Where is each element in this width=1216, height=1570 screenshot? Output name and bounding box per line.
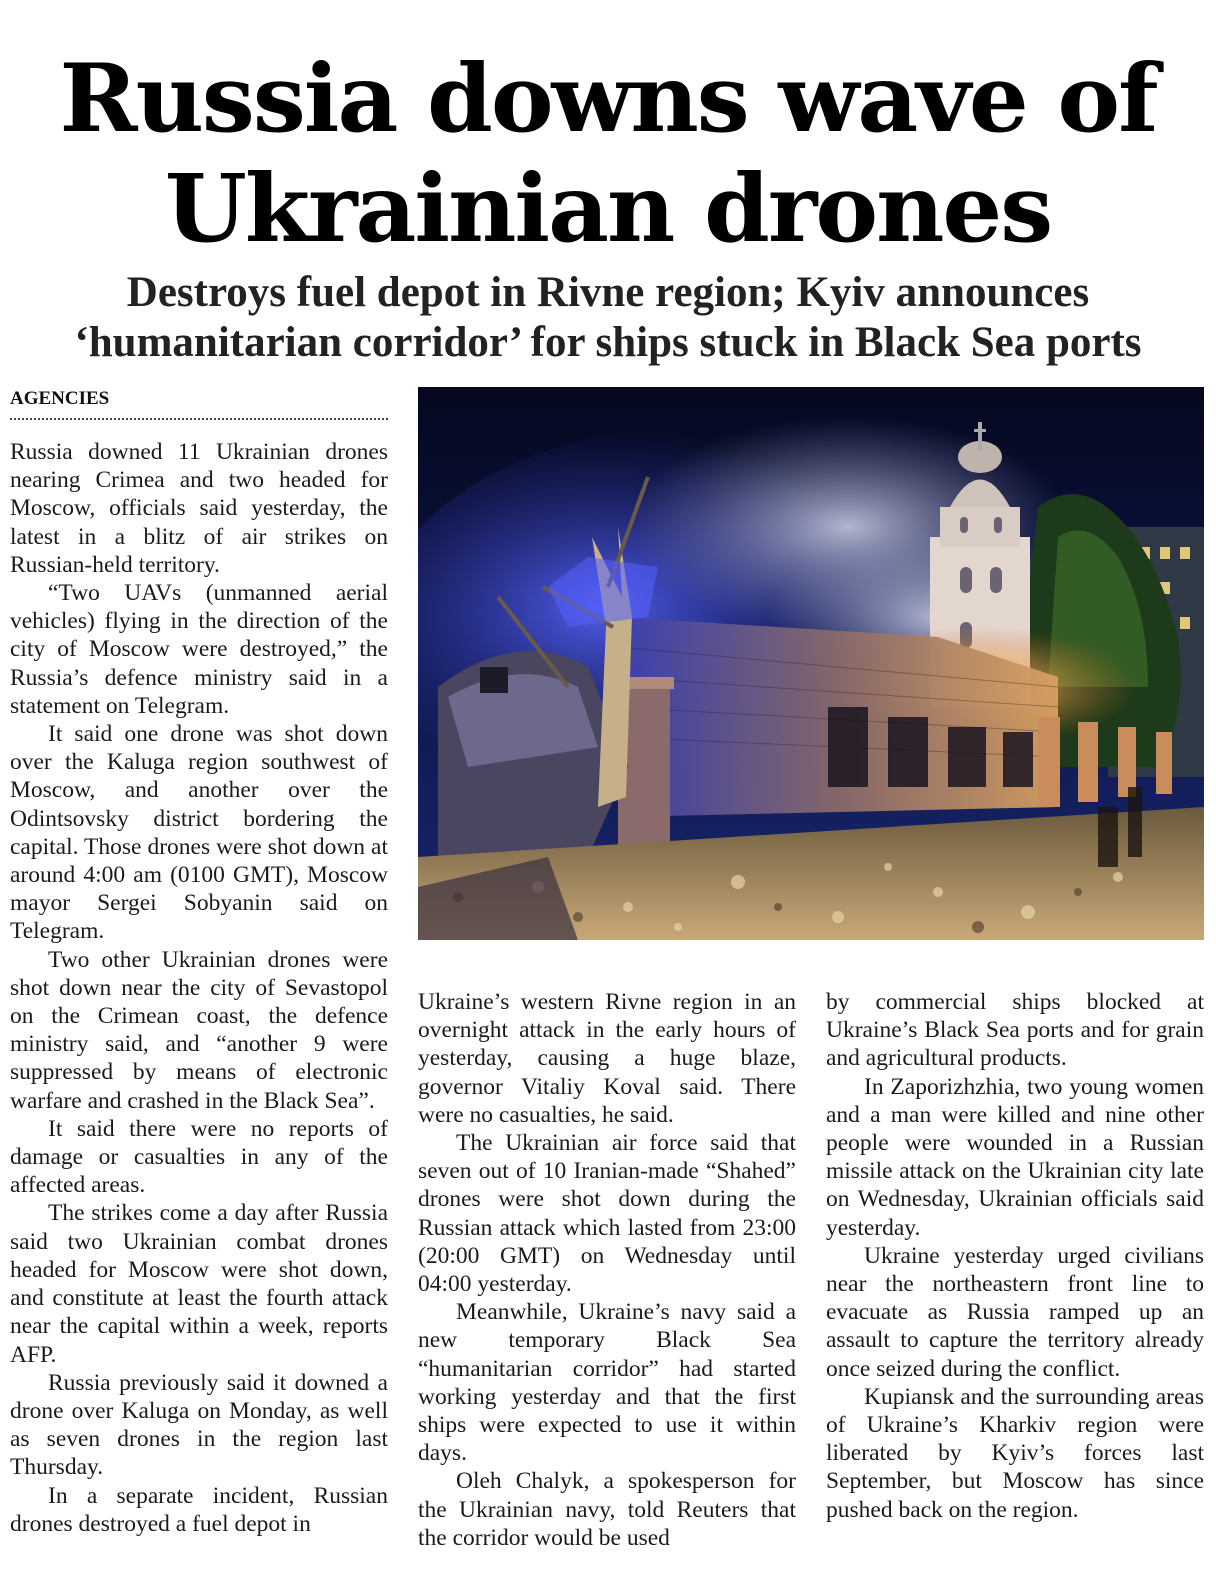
paragraph: Ukraine’s western Rivne region in an overnight attack in the early hours of yesterday, causing a huge blaze, governor Vitaliy Koval said. There were no casualties, he said. (418, 989, 796, 1128)
subheadline (0, 268, 1216, 368)
article-column-2 (418, 988, 796, 1568)
article-column-3 (826, 988, 1204, 1568)
paragraph: Ukraine yesterday urged civilians near the northeastern front line to evacuate as Russia ramped up an assault to capture the territory already once seized during the conflict. (826, 1242, 1204, 1382)
paragraph: In a separate incident, Russian drones destroyed a fuel depot in (10, 1482, 388, 1537)
paragraph: Oleh Chalyk, a spokesperson for the Ukrainian navy, told Reuters that the corridor would be used (418, 1468, 796, 1551)
paragraph: Russia downed 11 Ukrainian drones nearing Crimea and two headed for Moscow, officials said yesterday, the latest in a blitz of air strikes on Russian-held territory. (10, 439, 388, 578)
headline (0, 44, 1216, 264)
headline-line-2: Ukrainian drones (164, 154, 1052, 264)
subhead-line-1: Destroys fuel depot in Rivne region; Kyiv announces (126, 269, 1090, 316)
paragraph: Russia previously said it downed a drone over Kaluga on Monday, as well as seven drones in the region last Thursday. (10, 1369, 388, 1481)
paragraph: Meanwhile, Ukraine’s navy said a new temporary Black Sea “humanitarian corridor” had started working yesterday and that the first ships were expected to use it within days. (418, 1299, 796, 1467)
byline: AGENCIES (10, 386, 388, 420)
subhead-line-2: ‘humanitarian corridor’ for ships stuck in Black Sea ports (74, 319, 1142, 366)
paragraph: by commercial ships blocked at Ukraine’s Black Sea ports and for grain and agricultural products. (826, 989, 1204, 1072)
paragraph: In Zaporizhzhia, two young women and a man were killed and nine other people were wounded in a Russian missile attack on the Ukrainian city late on Wednesday, Ukrainian officials said yesterday. (826, 1073, 1204, 1241)
paragraph: Two other Ukrainian drones were shot down near the city of Sevastopol on the Crimean coast, the defence ministry said, and “another 9 were suppressed by means of electronic warfare and crashed in the Black Sea”. (10, 946, 388, 1114)
paragraph: Kupiansk and the surrounding areas of Ukraine’s Kharkiv region were liberated by Kyiv’s forces last September, but Moscow has since pushed back on the region. (826, 1383, 1204, 1523)
church-fire-photo (418, 387, 1204, 940)
article-column-1 (10, 438, 388, 1570)
paragraph: The Ukrainian air force said that seven out of 10 Iranian-made “Shahed” drones were shot down during the Russian attack which lasted from 23:00 (20:00 GMT) on Wednesday until 04:00 yesterday. (418, 1130, 796, 1298)
paragraph: The strikes come a day after Russia said two Ukrainian combat drones headed for Moscow were shot down, and constitute at least the fourth attack near the capital within a week, reports AFP. (10, 1200, 388, 1368)
paragraph: “Two UAVs (unmanned aerial vehicles) flying in the direction of the city of Moscow were destroyed,” the Russia’s defence ministry said in a statement on Telegram. (10, 580, 388, 719)
headline-line-1: Russia downs wave of (59, 44, 1157, 154)
paragraph: It said there were no reports of damage or casualties in any of the affected areas. (10, 1115, 388, 1199)
paragraph: It said one drone was shot down over the Kaluga region southwest of Moscow, and another over the Odintsovsky district bordering the capital. Those drones were shot down at around 4:00 am (0100 GMT), Moscow mayor Sergei Sobyanin said on Telegram. (10, 721, 388, 945)
